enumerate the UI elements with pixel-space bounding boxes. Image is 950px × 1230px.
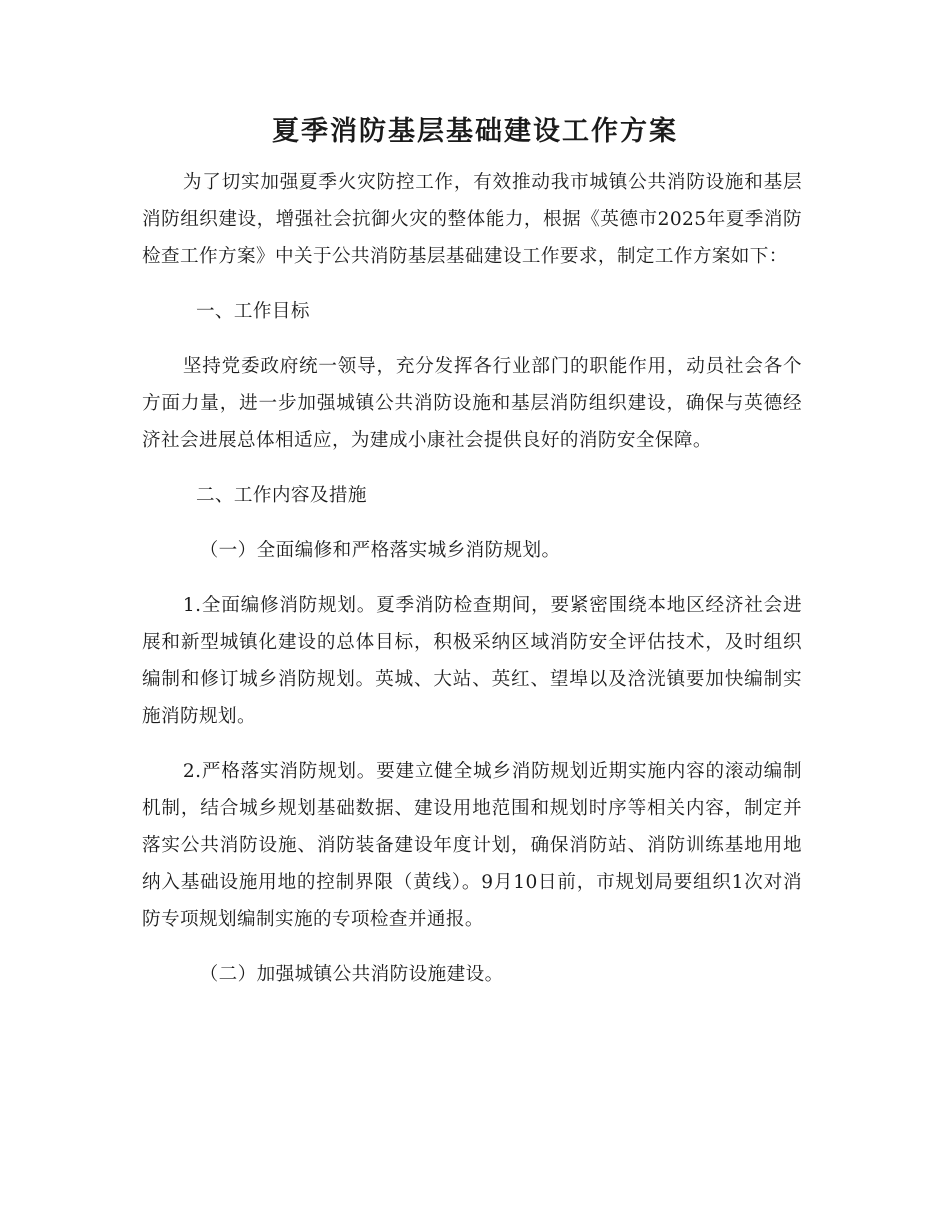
subsection-heading-planning: （一）全面编修和严格落实城乡消防规划。 [199,540,561,561]
planning-item-1: 1.全面编修消防规划。夏季消防检查期间，要紧密围绕本地区经济社会进展和新型城镇化建设的总体目标，积极采纳区域消防安全评估技术，及时组织编制和修订城乡消防规划。英城、大站、英红、望埠以及浛洸镇要加快编制实施消防规划。 [142,595,802,727]
goals-paragraph: 坚持党委政府统一领导，充分发挥各行业部门的职能作用，动员社会各个方面力量，进一步加强城镇公共消防设施和基层消防组织建设，确保与英德经济社会进展总体相适应，为建成小康社会提供良好的消防安全保障。 [142,356,802,451]
section-heading-goals: 一、工作目标 [195,301,310,322]
intro-paragraph: 为了切实加强夏季火灾防控工作，有效推动我市城镇公共消防设施和基层消防组织建设，增强社会抗御火灾的整体能力，根据《英德市2025年夏季消防检查工作方案》中关于公共消防基层基础建设工作要求，制定工作方案如下： [142,172,802,267]
section-heading-measures: 二、工作内容及措施 [195,485,367,506]
subsection-heading-facilities: （二）加强城镇公共消防设施建设。 [199,964,504,985]
planning-item-2: 2.严格落实消防规划。要建立健全城乡消防规划近期实施内容的滚动编制机制，结合城乡规划基础数据、建设用地范围和规划时序等相关内容，制定并落实公共消防设施、消防装备建设年度计划，确保消防站、消防训练基地用地纳入基础设施用地的控制界限（黄线）。9月10日前，市规划局要组织1次对消防专项规划编制实施的专项检查并通报。 [142,761,802,930]
document-body [142,164,802,1011]
document-title: 夏季消防基层基础建设工作方案 [272,116,678,147]
